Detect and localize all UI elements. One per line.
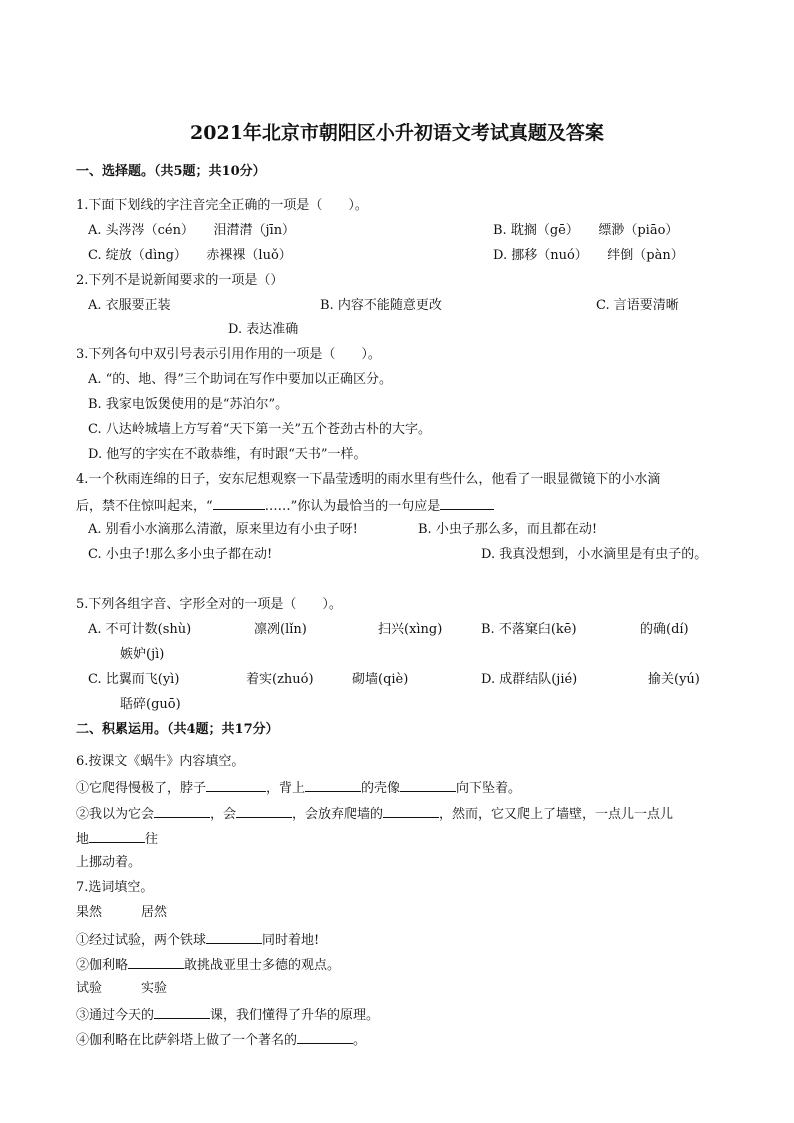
question-2-option-c: C. 言语要清晰 bbox=[596, 298, 679, 313]
answer-blank bbox=[89, 829, 145, 843]
question-2-option-a: A. 衣服要正装 bbox=[88, 298, 171, 313]
answer-blank bbox=[154, 1005, 210, 1019]
text: ①经过试验，两个铁球 bbox=[76, 933, 207, 948]
question-3-option-d: D. 他写的字实在不敢恭维，有时跟“天书”一样。 bbox=[88, 447, 367, 462]
question-6-stem: 6.按课文《蜗牛》内容填空。 bbox=[76, 754, 245, 769]
question-3-option-a: A. “的、地、得”三个助词在写作中要加以正确区分。 bbox=[88, 372, 392, 387]
answer-blank bbox=[154, 804, 210, 818]
text: ③通过今天的 bbox=[76, 1008, 155, 1023]
question-6-line-4: 上挪动着。 bbox=[76, 855, 142, 870]
question-7-word-bank-1: 果然 居然 bbox=[76, 905, 168, 920]
question-5-option-d-1: D. 成群结队(jié) bbox=[481, 672, 578, 687]
question-3-option-b: B. 我家电饭煲使用的是“苏泊尔”。 bbox=[88, 397, 289, 412]
question-4-text-b: ……”你认为最恰当的一句应是 bbox=[264, 499, 441, 514]
question-4-option-a: A. 别看小水滴那么清澈，原来里边有小虫子呀! bbox=[88, 522, 358, 537]
section-heading-choice: 一、选择题。（共5题；共10分） bbox=[76, 164, 266, 179]
text: 。 bbox=[353, 1033, 367, 1048]
text: 往 bbox=[145, 832, 159, 847]
text: ②伽利略 bbox=[76, 958, 129, 973]
question-1-option-a: A. 头涔涔（cén） 泪潸潸（jīn） bbox=[88, 223, 296, 238]
text: 向下坠着。 bbox=[456, 781, 522, 796]
question-5-option-c-3: 砌墙(qiè) bbox=[352, 672, 409, 687]
question-5-option-d-3: 聒碎(guō) bbox=[120, 697, 181, 712]
question-1-option-c: C. 绽放（dìng） 赤裸裸（luǒ） bbox=[88, 248, 292, 263]
question-4-line-1: 4.一个秋雨连绵的日子，安东尼想观察一下晶莹透明的雨水里有些什么，他看了一眼显微镜下的小水滴 bbox=[76, 472, 661, 487]
question-5-option-b-3: 嫉妒(jì) bbox=[120, 647, 165, 662]
answer-blank bbox=[206, 778, 266, 792]
answer-blank bbox=[236, 804, 292, 818]
question-6-line-2 bbox=[76, 804, 673, 823]
text: 地 bbox=[76, 832, 90, 847]
text: ，会 bbox=[210, 807, 237, 822]
question-1-option-d: D. 挪移（nuó） 绊倒（pàn） bbox=[493, 248, 684, 263]
question-4-text-a: 后，禁不住惊叫起来，“ bbox=[76, 499, 213, 514]
question-7-word-bank-2: 试验 实验 bbox=[76, 981, 168, 996]
question-4-option-c: C. 小虫子!那么多小虫子都在动! bbox=[88, 547, 273, 562]
question-7-line-4 bbox=[76, 1030, 366, 1049]
question-5-option-b-2: 的确(dí) bbox=[640, 622, 689, 637]
text: ④伽利略在比萨斜塔上做了一个著名的 bbox=[76, 1033, 298, 1048]
question-5-option-c-1: C. 比翼而飞(yì) bbox=[88, 672, 180, 687]
question-7-line-1 bbox=[76, 930, 319, 949]
question-5-option-b-1: B. 不落窠臼(kē) bbox=[481, 622, 577, 637]
question-3-stem: 3.下列各句中双引号表示引用作用的一项是（ ）。 bbox=[76, 347, 381, 362]
question-4-option-b: B. 小虫子那么多，而且都在动! bbox=[418, 522, 598, 537]
question-2-option-b: B. 内容不能随意更改 bbox=[320, 298, 442, 313]
question-7-stem: 7.选词填空。 bbox=[76, 880, 154, 895]
text: 同时着地! bbox=[262, 933, 320, 948]
question-5-option-a-2: 凛冽(lǐn) bbox=[254, 622, 307, 637]
question-7-line-2 bbox=[76, 955, 340, 974]
answer-blank bbox=[400, 778, 456, 792]
question-5-option-d-2: 揄关(yú) bbox=[648, 672, 700, 687]
text: ②我以为它会 bbox=[76, 807, 155, 822]
question-6-line-1 bbox=[76, 778, 521, 797]
section-heading-accumulation: 二、积累运用。（共4题；共17分） bbox=[76, 722, 279, 737]
text: ，会放弃爬墙的 bbox=[292, 807, 384, 822]
answer-blank bbox=[297, 1030, 353, 1044]
answer-blank bbox=[383, 804, 439, 818]
text: ，背上 bbox=[266, 781, 306, 796]
question-3-option-c: C. 八达岭城墙上方写着“天下第一关”五个苍劲古朴的大字。 bbox=[88, 422, 432, 437]
answer-blank bbox=[206, 930, 262, 944]
question-7-line-3 bbox=[76, 1005, 379, 1024]
question-6-line-3 bbox=[76, 829, 158, 848]
text: ，然而，它又爬上了墙壁，一点儿一点儿 bbox=[439, 807, 674, 822]
answer-blank bbox=[213, 496, 265, 510]
question-4-option-d: D. 我真没想到，小水滴里是有虫子的。 bbox=[481, 547, 708, 562]
answer-blank bbox=[305, 778, 361, 792]
text: ①它爬得慢极了，脖子 bbox=[76, 781, 207, 796]
question-5-option-c-2: 着实(zhuó) bbox=[246, 672, 314, 687]
text: 课，我们懂得了升华的原理。 bbox=[210, 1008, 380, 1023]
question-2-stem: 2.下列不是说新闻要求的一项是（） bbox=[76, 273, 284, 288]
question-2-option-d: D. 表达准确 bbox=[228, 322, 299, 337]
answer-blank bbox=[128, 955, 184, 969]
question-1-stem: 1.下面下划线的字注音完全正确的一项是（ ）。 bbox=[76, 198, 368, 213]
question-5-stem: 5.下列各组字音、字形全对的一项是（ ）。 bbox=[76, 597, 342, 612]
question-4-line-2 bbox=[76, 496, 494, 515]
text: 敢挑战亚里士多德的观点。 bbox=[184, 958, 341, 973]
page-title: 2021年北京市朝阳区小升初语文考试真题及答案 bbox=[190, 122, 604, 144]
question-5-option-a-3: 扫兴(xìng) bbox=[378, 622, 443, 637]
answer-blank bbox=[440, 496, 494, 510]
question-5-option-a-1: A. 不可计数(shù) bbox=[88, 622, 192, 637]
text: 的壳像 bbox=[361, 781, 401, 796]
question-1-option-b: B. 耽搁（gē） 缥渺（piāo） bbox=[493, 223, 679, 238]
